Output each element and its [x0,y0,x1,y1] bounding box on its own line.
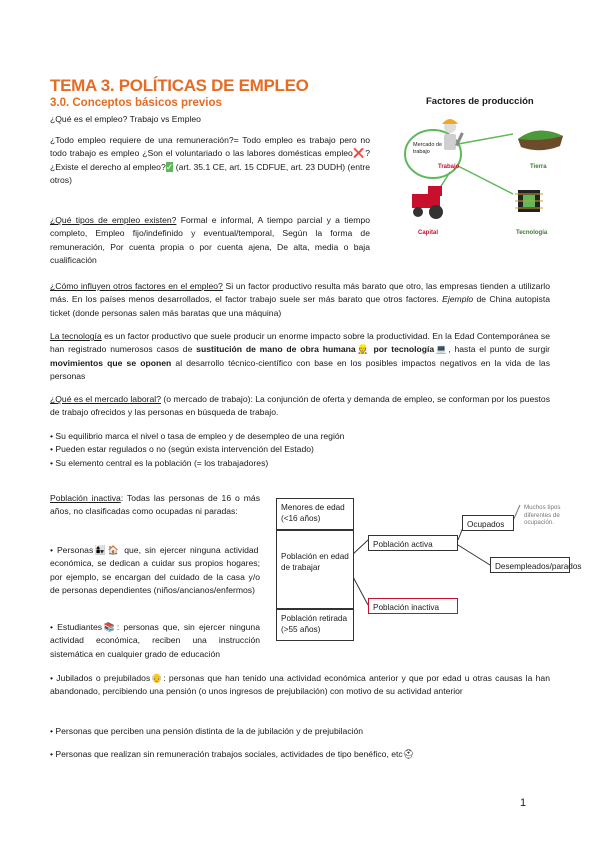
cross-icon: ❌ [352,148,366,159]
factores-graphic [378,94,578,254]
menores-box: Menores de edad (<16 años) [276,498,354,530]
paragraph-personas: • Personas👩‍👧🏠 que, sin ejercer ninguna actividad económica, se dedican a cuidar sus propios hogares; por ejemplo, se encargan del cuidado de la casa y/o de personas dependientes (niños/ancianos/enfermos) [50,545,260,596]
paragraph-tipos-empleo: ¿Qué tipos de empleo existen? Formal e informal, A tiempo parcial y a tiempo completo, Empleo fijo/indefinido y eventual/temporal, Según la forma de remuneración, Por cuenta propia o por cuenta ajena, De alta, media o baja cualificación [50,215,370,266]
tecnologia-label: Tecnología [516,230,548,236]
list-item: • Pueden estar regulados o no (según exista intervención del Estado) [50,443,550,456]
books-icon: 📚 [102,622,117,632]
question-empleo: ¿Qué es el empleo? Trabajo vs Empleo [50,114,201,124]
retirada-box: Población retirada (>55 años) [276,609,354,641]
paragraph-trabajos-sociales: • Personas que realizan sin remuneración trabajos sociales, actividades de tipo benéfico, etc⛑ [50,749,415,759]
paragraph-otros-factores: ¿Cómo influyen otros factores en el empleo? Si un factor productivo resulta más barato que otro, las empresas tienden a utilizarlo más. En los países menos desarrollados, el factor trabajo suele ser más barato que otros factores. Ejemplo de China autopista ticket (donde personas salen más baratas que una máquina) [50,281,550,318]
capital-label: Capital [418,230,439,236]
woman-baby-icon: 👩‍👧🏠 [93,545,121,555]
figure-title: Factores de producción [426,96,534,107]
paragraph-tecnologia: La tecnología es un factor productivo que suele producir un enorme impacto sobre la productividad. En la Edad Contemporánea se han registrado numerosos casos de sustitución de mano de obra humana👷 por tecnología💻, hasta el punto de surgir movimientos que se oponen al desarrollo técnico-científico con base en los posibles impactos negativos en la vida de las personas [50,331,551,382]
edad-trabajar-box: Población en edad de trabajar [276,530,354,609]
trabajo-label: Trabajo [438,164,460,170]
paragraph-pension: • Personas que perciben una pensión distinta de la de jubilación y de prejubilación [50,726,364,736]
section-heading: 3.0. Conceptos básicos previos [50,97,222,109]
mercado-trabajo-label: Mercado de trabajo [413,142,443,155]
paragraph-remuneracion: ¿Todo empleo requiere de una remuneración?= Todo empleo es trabajo pero no todo trabajo es empleo ¿Son el voluntariado o las labores domésticas empleo❌? ¿Existe el derecho al empleo?✓ (art. 35.1 CE, art. 15 CDFUE, art. 23 DUDH) (entre otros) [50,135,371,186]
poblacion-inactiva-box: Población inactiva [368,598,458,614]
worker-icon: 👷 [355,344,370,355]
page-title: TEMA 3. POLÍTICAS DE EMPLEO [50,76,309,95]
mercado-bullets [50,430,550,470]
list-item: • Su elemento central es la población (= los trabajadores) [50,457,550,470]
paragraph-estudiantes: • Estudiantes📚: personas que, sin ejercer ninguna actividad económica, reciben una instrucción sistemática en cualquier grado de educación [50,622,260,659]
factores-produccion-figure [378,94,578,254]
ocupados-box: Ocupados [462,515,514,531]
check-icon: ✓ [165,161,174,172]
list-item: • Su equilibrio marca el nivel o tasa de empleo y de desempleo de una región [50,430,550,443]
desempleados-box: Desempleados/parados [490,557,570,573]
laptop-icon: 💻 [434,344,449,355]
old-person-icon: 👴 [150,673,164,683]
helmet-cross-icon: ⛑ [402,749,415,759]
ocupacion-note: Muchos tipos diferentes de ocupación. [524,504,561,526]
poblacion-diagram [276,495,582,634]
paragraph-jubilados: • Jubilados o prejubilados👴: personas que han tenido una actividad económica anterior y que por edad u otras causas la han abandonado, percibiendo una pensión (o unos ingresos de prejubilación) con motivo de su actividad anterior [50,673,550,697]
page-number: 1 [520,797,527,809]
paragraph-mercado-laboral: ¿Qué es el mercado laboral? (o mercado de trabajo): La conjunción de oferta y demanda de empleo, se conforman por los puestos de trabajo ofrecidos y las personas en búsqueda de trabajo. [50,394,550,418]
paragraph-poblacion-inactiva: Población inactiva: Todas las personas de 16 o más años, no clasificadas como ocupadas ni paradas: [50,493,260,517]
tierra-label: Tierra [530,164,547,170]
poblacion-activa-box: Población activa [368,535,458,551]
